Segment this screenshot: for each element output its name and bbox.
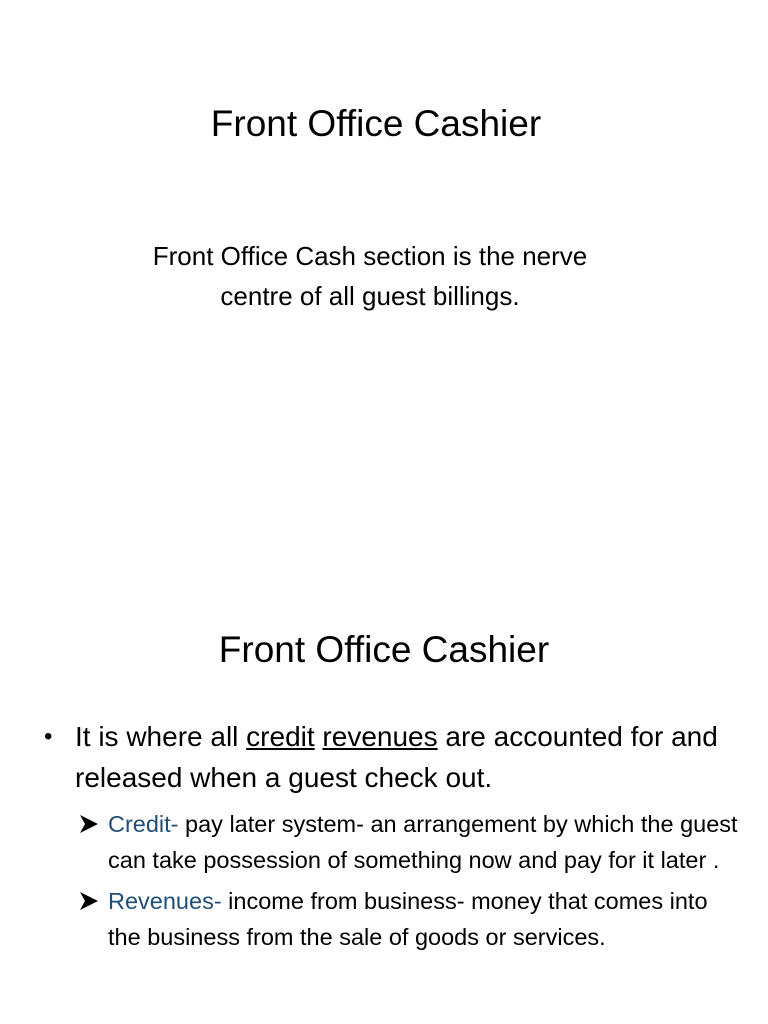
arrowhead-bullet-icon [78, 813, 100, 835]
credit-definition: pay later system- an arrangement by which the guest can take possession of something now and pay for it later . [108, 811, 738, 873]
bullet-text-part-2: are accounted for and released when a guest check out. [75, 721, 718, 793]
sub-bullet-list [44, 806, 744, 955]
credit-term: Credit- [108, 811, 179, 837]
bullet-list [44, 716, 744, 960]
slide-1-title: Front Office Cashier [210, 103, 542, 144]
slide-1-subtitle [100, 236, 640, 316]
revenues-definition: income from business- money that comes into the business from the sale of goods or services. [108, 888, 708, 950]
bullet-dot-icon: • [44, 723, 53, 750]
subtitle-line-2: centre of all guest billings. [220, 281, 520, 311]
arrowhead-bullet-icon [78, 890, 100, 912]
revenues-term: Revenues- [108, 888, 222, 914]
bullet-text-part-1: It is where all [75, 721, 247, 752]
sub-item-revenues [78, 883, 744, 955]
bullet-item [44, 716, 744, 798]
slide-2-title: Front Office Cashier [218, 629, 550, 670]
sub-item-credit [78, 806, 744, 878]
subtitle-line-1: Front Office Cash section is the nerve [152, 241, 588, 271]
revenues-word: revenues [322, 721, 438, 752]
credit-word: credit [246, 721, 315, 752]
slide-2 [0, 512, 768, 1024]
